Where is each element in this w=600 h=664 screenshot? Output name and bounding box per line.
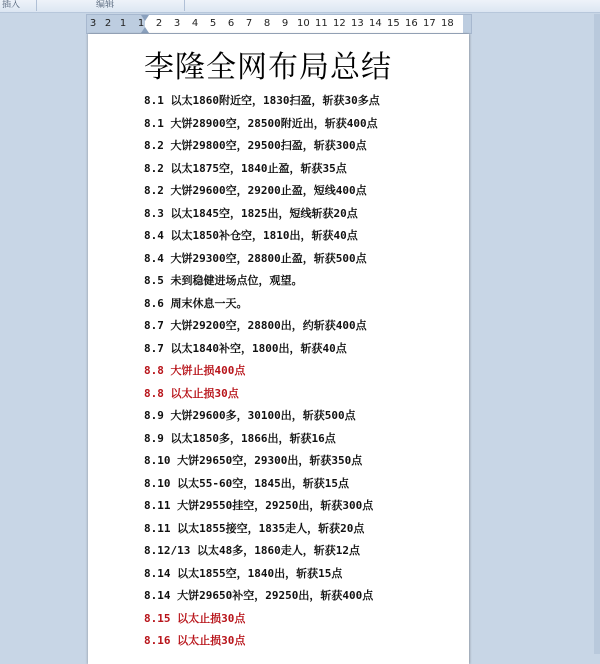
ribbon-group-edit[interactable]: 编辑 (96, 0, 115, 10)
trade-line: 8.9 大饼29600多，30100出，斩获500点 (144, 409, 356, 422)
stop-loss-line: 8.15 以太止损30点 (144, 611, 246, 625)
ruler-tick: 2 (155, 18, 163, 29)
document-page[interactable] (88, 34, 469, 664)
ruler-tick: 17 (423, 18, 436, 29)
stop-loss-line: 8.8 大饼止损400点 (144, 364, 246, 377)
ruler-tick: 5 (209, 18, 217, 29)
ruler-tick: 6 (227, 18, 235, 29)
stop-loss-line: 8.16 以太止损30点 (144, 634, 246, 647)
trade-line: 8.4 以太1850补仓空，1810出，斩获40点 (144, 229, 358, 242)
trade-line: 8.2 大饼29800空，29500扫盈，斩获300点 (144, 139, 367, 152)
vertical-scrollbar-track[interactable] (594, 14, 600, 654)
ribbon-group-strip (0, 0, 600, 13)
trade-line: 8.7 大饼29200空，28800出，约斩获400点 (144, 319, 367, 332)
ruler-tick: 16 (405, 18, 418, 29)
ruler-tick: 3 (173, 18, 181, 29)
ruler-tick: 13 (351, 18, 364, 29)
ruler-tick: 2 (104, 18, 112, 29)
trade-line: 8.4 大饼29300空，28800止盈，斩获500点 (144, 251, 367, 265)
ruler-tick: 7 (245, 18, 253, 29)
ruler-tick: 1 (137, 18, 145, 29)
ruler-tick: 1 (119, 18, 127, 29)
ruler-tick: 9 (281, 18, 289, 29)
trade-line: 8.7 以太1840补空，1800出，斩获40点 (144, 341, 347, 355)
ruler-tick: 18 (441, 18, 454, 29)
ruler-tick: 8 (263, 18, 271, 29)
ribbon-divider (36, 0, 37, 11)
trade-line: 8.14 以太1855空，1840出，斩获15点 (144, 566, 343, 580)
trade-line: 8.10 大饼29650空，29300出，斩获350点 (144, 454, 363, 467)
trade-line: 8.11 大饼29550挂空，29250出，斩获300点 (144, 499, 374, 512)
ruler-tick: 4 (191, 18, 199, 29)
trade-line: 8.2 以太1875空，1840止盈，斩获35点 (144, 161, 347, 175)
horizontal-ruler[interactable] (86, 14, 472, 34)
trade-line: 8.14 大饼29650补空，29250出，斩获400点 (144, 589, 374, 602)
ribbon-divider (184, 0, 185, 11)
stop-loss-line: 8.8 以太止损30点 (144, 386, 239, 400)
document-body (144, 90, 464, 653)
trade-line: 8.10 以太55-60空，1845出，斩获15点 (144, 476, 349, 490)
trade-line: 8.11 以太1855接空，1835走人，斩获20点 (144, 521, 365, 535)
ruler-tick: 15 (387, 18, 400, 29)
trade-line: 8.12/13 以太48多，1860走人，斩获12点 (144, 544, 360, 557)
trade-line: 8.3 以太1845空，1825出，短线斩获20点 (144, 206, 358, 220)
ruler-tick: 12 (333, 18, 346, 29)
trade-line: 8.6 周末休息一天。 (144, 296, 248, 310)
ruler-tick: 3 (89, 18, 97, 29)
ruler-right-margin (463, 15, 471, 33)
ruler-tick: 10 (297, 18, 310, 29)
trade-line: 8.5 未到稳健进场点位，观望。 (144, 274, 303, 287)
ruler-tick: 11 (315, 18, 328, 29)
trade-line: 8.9 以太1850多，1866出，斩获16点 (144, 431, 336, 445)
ruler-tick: 14 (369, 18, 382, 29)
trade-line: 8.1 以太1860附近空，1830扫盈，斩获30多点 (144, 94, 380, 107)
trade-line: 8.2 大饼29600空，29200止盈，短线400点 (144, 184, 367, 197)
trade-line: 8.1 大饼28900空，28500附近出，斩获400点 (144, 116, 378, 130)
document-title: 李隆全网布局总结 (144, 50, 392, 85)
ribbon-group-insert[interactable]: 插入 (2, 0, 21, 10)
